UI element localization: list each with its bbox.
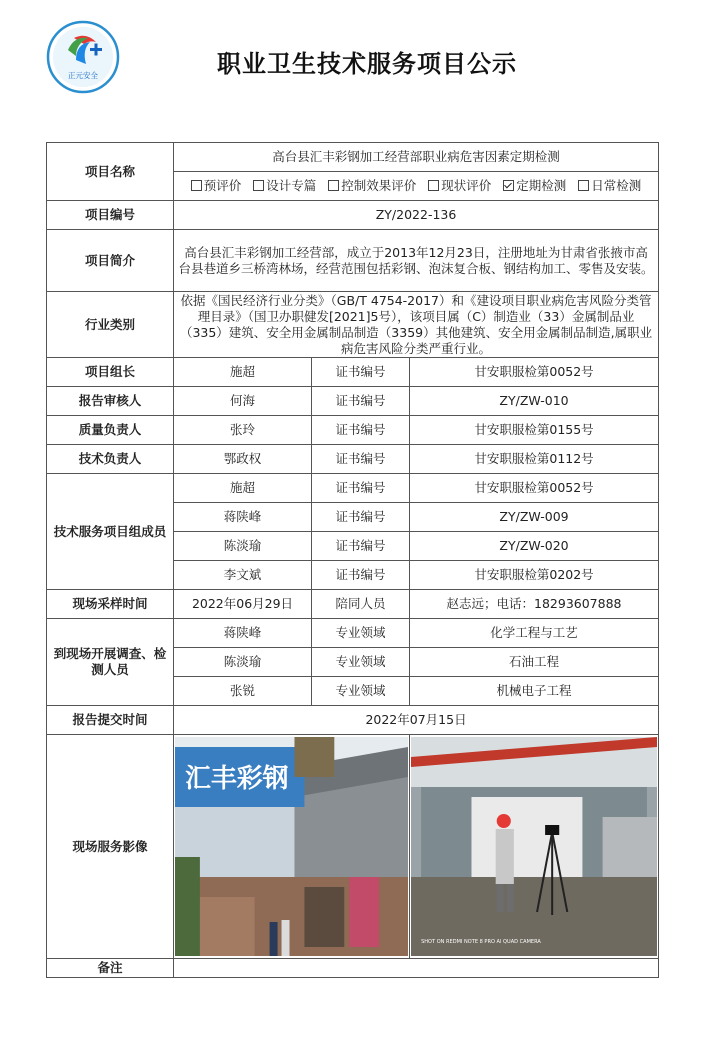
team-member-cert: ZY/ZW-020 (410, 532, 659, 561)
project-no-label: 项目编号 (47, 201, 174, 230)
page-title: 职业卫生技术服务项目公示 (217, 50, 517, 78)
project-name-value: 高台县汇丰彩钢加工经营部职业病危害因素定期检测 (174, 143, 659, 172)
option-pre-evaluation: 预评价 (191, 178, 242, 193)
tech-label: 技术负责人 (47, 445, 174, 474)
cert-label: 证书编号 (312, 387, 410, 416)
checkbox-status (428, 180, 439, 191)
cert-label: 证书编号 (312, 503, 410, 532)
reviewer-label: 报告审核人 (47, 387, 174, 416)
companion-value: 赵志远；电话：18293607888 (410, 590, 659, 619)
site-photo-2-image (411, 737, 657, 956)
cert-label: 证书编号 (312, 474, 410, 503)
checkbox-daily (578, 180, 589, 191)
team-label: 技术服务项目组成员 (47, 474, 174, 590)
submit-date: 2022年07月15日 (174, 706, 659, 735)
svg-text:SHOT ON REDMI NOTE 8 PRO AI QU: SHOT ON REDMI NOTE 8 PRO AI QUAD CAMERA (421, 939, 541, 945)
cert-label: 证书编号 (312, 532, 410, 561)
survey-member-name: 张锐 (174, 677, 312, 706)
tech-name: 鄂政权 (174, 445, 312, 474)
cert-label: 证书编号 (312, 445, 410, 474)
submit-label: 报告提交时间 (47, 706, 174, 735)
industry-label: 行业类别 (47, 292, 174, 358)
field-label: 专业领域 (312, 677, 410, 706)
survey-member-field: 机械电子工程 (410, 677, 659, 706)
survey-member-name: 蒋陕峰 (174, 619, 312, 648)
cert-label: 证书编号 (312, 416, 410, 445)
survey-member-field: 化学工程与工艺 (410, 619, 659, 648)
checkbox-periodic-checked (503, 180, 514, 191)
quality-label: 质量负责人 (47, 416, 174, 445)
option-design: 设计专篇 (253, 178, 316, 193)
survey-label: 到现场开展调查、检测人员 (47, 619, 174, 706)
project-name-label: 项目名称 (47, 143, 174, 201)
team-member-cert: 甘安职服检第0052号 (410, 474, 659, 503)
option-status: 现状评价 (428, 178, 491, 193)
svg-text:正元安全: 正元安全 (68, 71, 98, 80)
reviewer-name: 何海 (174, 387, 312, 416)
survey-member-field: 石油工程 (410, 648, 659, 677)
option-control-effect: 控制效果评价 (328, 178, 416, 193)
leader-label: 项目组长 (47, 358, 174, 387)
cert-label: 证书编号 (312, 561, 410, 590)
remarks-value (174, 959, 659, 978)
team-member-cert: 甘安职服检第0202号 (410, 561, 659, 590)
cert-label: 证书编号 (312, 358, 410, 387)
team-member-name: 施超 (174, 474, 312, 503)
leader-cert: 甘安职服检第0052号 (410, 358, 659, 387)
site-photo-1-image (175, 737, 408, 956)
reviewer-cert: ZY/ZW-010 (410, 387, 659, 416)
field-label: 专业领域 (312, 619, 410, 648)
survey-member-name: 陈淡瑜 (174, 648, 312, 677)
svg-text:汇丰彩钢: 汇丰彩钢 (184, 763, 289, 795)
team-member-name: 陈淡瑜 (174, 532, 312, 561)
option-periodic: 定期检测 (503, 178, 566, 193)
leader-name: 施超 (174, 358, 312, 387)
team-member-name: 李文斌 (174, 561, 312, 590)
quality-name: 张玲 (174, 416, 312, 445)
team-member-cert: ZY/ZW-009 (410, 503, 659, 532)
site-photo-1 (174, 735, 410, 959)
site-photo-2 (410, 735, 659, 959)
images-label: 现场服务影像 (47, 735, 174, 959)
checkbox-design (253, 180, 264, 191)
sampling-date: 2022年06月29日 (174, 590, 312, 619)
team-member-name: 蒋陕峰 (174, 503, 312, 532)
project-type-options (174, 172, 659, 201)
intro-value: 高台县汇丰彩钢加工经营部，成立于2013年12月23日，注册地址为甘肃省张掖市高台县巷道乡三桥湾林场，经营范围包括彩钢、泡沫复合板、钢结构加工、零售及安装。 (174, 230, 659, 292)
intro-label: 项目简介 (47, 230, 174, 292)
tech-cert: 甘安职服检第0112号 (410, 445, 659, 474)
sampling-label: 现场采样时间 (47, 590, 174, 619)
companion-label: 陪同人员 (312, 590, 410, 619)
quality-cert: 甘安职服检第0155号 (410, 416, 659, 445)
project-table (46, 142, 659, 978)
remarks-label: 备注 (47, 959, 174, 978)
checkbox-pre-evaluation (191, 180, 202, 191)
industry-value: 依据《国民经济行业分类》（GB/T 4754-2017）和《建设项目职业病危害风险分类管理目录》（国卫办职健发[2021]5号），该项目属（C）制造业（33）金属制品业（335）建筑、安全用金属制品制造（3359）其他建筑、安全用金属制品制造,属职业病危害风险分类严重行业。 (174, 292, 659, 358)
field-label: 专业领域 (312, 648, 410, 677)
option-daily: 日常检测 (578, 178, 641, 193)
project-no-value: ZY/2022-136 (174, 201, 659, 230)
checkbox-control-effect (328, 180, 339, 191)
